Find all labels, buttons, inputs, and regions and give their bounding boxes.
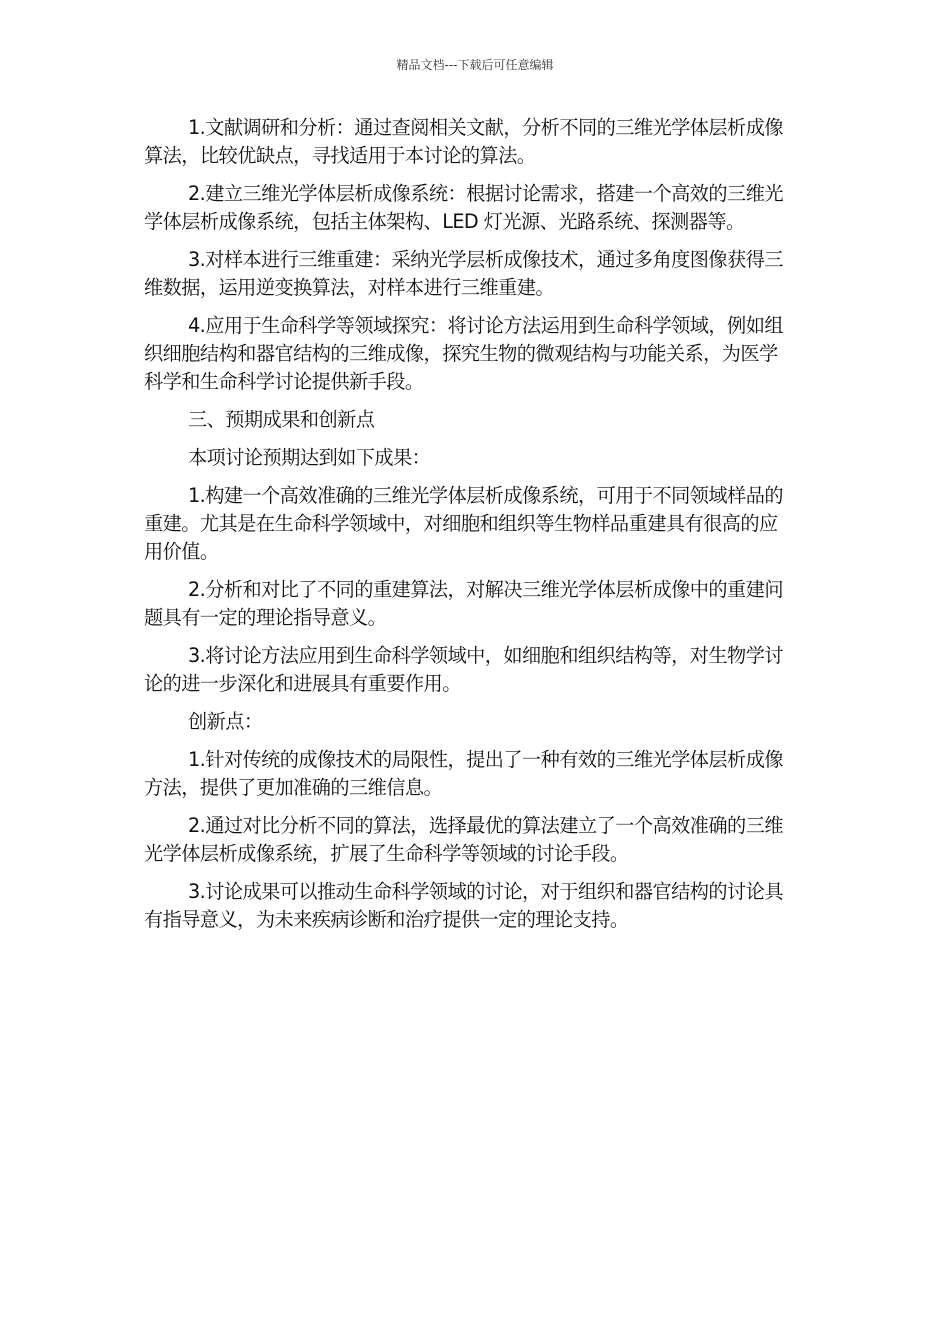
paragraph-outcome-3: 3.将讨论方法应用到生命科学领域中，如细胞和组织结构等，对生物学讨论的进一步深化和进展具有重要作用。: [144, 644, 783, 695]
paragraph-outcome-2: 2.分析和对比了不同的重建算法，对解决三维光学体层析成像中的重建问题具有一定的理论指导意义。: [144, 578, 783, 629]
paragraph-method-1: 1.文献调研和分析：通过查阅相关文献，分析不同的三维光学体层析成像算法，比较优缺点，寻找适用于本讨论的算法。: [144, 116, 783, 167]
paragraph-outcome-1: 1.构建一个高效准确的三维光学体层析成像系统，可用于不同领域样品的重建。尤其是在生命科学领域中，对细胞和组织等生物样品重建具有很高的应用价值。: [144, 484, 783, 563]
subheading-innovations: 创新点：: [188, 710, 263, 733]
paragraph-method-3: 3.对样本进行三维重建：采纳光学层析成像技术，通过多角度图像获得三维数据，运用逆变换算法，对样本进行三维重建。: [144, 248, 783, 299]
document-body: [144, 114, 792, 944]
page-header: 精品文档---下载后可任意编辑: [396, 58, 554, 72]
paragraph-innovation-2: 2.通过对比分析不同的算法，选择最优的算法建立了一个高效准确的三维光学体层析成像系统，扩展了生命科学等领域的讨论手段。: [144, 814, 783, 865]
paragraph-method-2: 2.建立三维光学体层析成像系统：根据讨论需求，搭建一个高效的三维光学体层析成像系统，包括主体架构、LED 灯光源、光路系统、探测器等。: [144, 182, 783, 233]
paragraph-method-4: 4.应用于生命科学等领域探究：将讨论方法运用到生命科学领域，例如组织细胞结构和器官结构的三维成像，探究生物的微观结构与功能关系，为医学科学和生命科学讨论提供新手段。: [144, 314, 783, 393]
paragraph-innovation-3: 3.讨论成果可以推动生命科学领域的讨论，对于组织和器官结构的讨论具有指导意义，为未来疾病诊断和治疗提供一定的理论支持。: [144, 880, 783, 931]
paragraph-outcomes-intro: 本项讨论预期达到如下成果：: [188, 446, 431, 469]
paragraph-innovation-1: 1.针对传统的成像技术的局限性，提出了一种有效的三维光学体层析成像方法，提供了更加准确的三维信息。: [144, 748, 783, 799]
section-heading-outcomes: 三、预期成果和创新点: [188, 408, 375, 431]
